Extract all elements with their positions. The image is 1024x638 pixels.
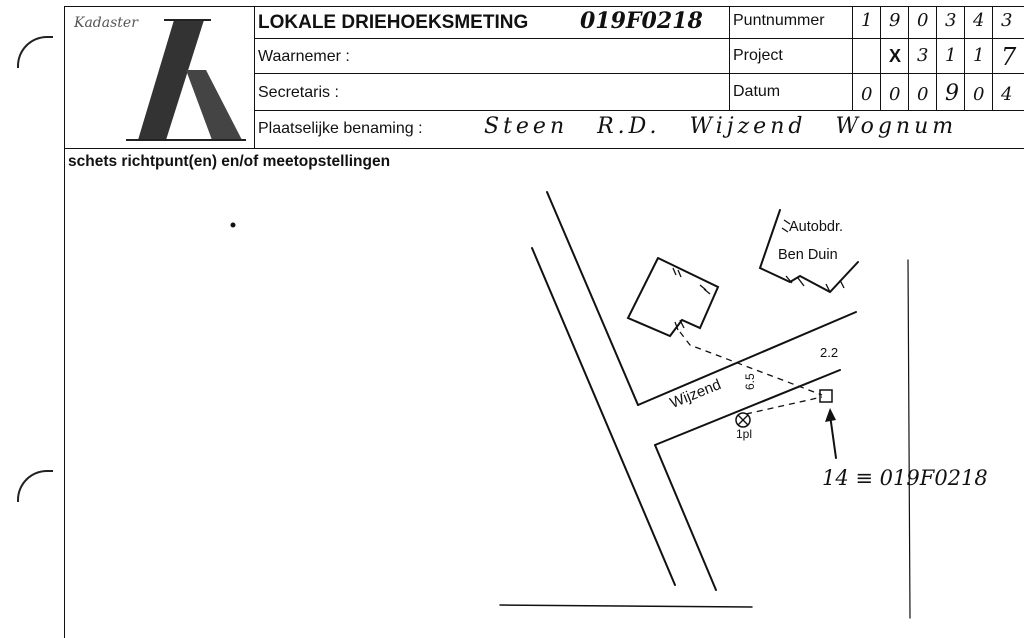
distance-label: 2.2 — [820, 345, 839, 360]
datum-digit: 0 — [861, 84, 873, 105]
target-point — [820, 390, 832, 402]
building-label: Ben Duin — [778, 247, 838, 263]
form-title: LOKALE DRIEHOEKSMETING — [258, 12, 529, 33]
benaming-label: Plaatselijke benaming : — [258, 120, 423, 137]
sheet-edge — [500, 605, 752, 607]
puntnummer-digit: 0 — [917, 10, 929, 31]
arrow-head — [825, 408, 836, 422]
project-label: Project — [733, 47, 783, 64]
puntnummer-digit: 1 — [861, 10, 873, 31]
point-identity-note: 14 ≡ 019F0218 — [822, 466, 988, 490]
road-edge — [655, 445, 716, 590]
secretaris-label: Secretaris : — [258, 84, 339, 101]
datum-digit: 0 — [889, 84, 901, 105]
project-digit: 3 — [917, 45, 929, 66]
station-label: 1pl — [736, 427, 753, 441]
sketch-section-label: schets richtpunt(en) en/of meetopstellingen — [68, 153, 391, 170]
building-outline — [628, 258, 718, 336]
datum-digit: 4 — [1001, 84, 1013, 105]
project-digit: X — [889, 46, 902, 66]
sheet-edge — [908, 260, 910, 618]
waarnemer-label: Waarnemer : — [258, 48, 350, 65]
datum-digit: 0 — [917, 84, 929, 105]
logo-text: Kadaster — [74, 15, 138, 31]
benaming-value: Steen R.D. Wijzend Wognum — [484, 114, 958, 139]
puntnummer-digit: 9 — [889, 10, 901, 31]
measurement-line — [746, 397, 822, 414]
arrow-shaft — [830, 415, 836, 458]
building-label: Autobdr. — [789, 219, 844, 235]
puntnummer-digit: 3 — [945, 10, 957, 31]
datum-label: Datum — [733, 83, 781, 100]
project-digit: 1 — [973, 45, 985, 66]
street-name-label: Wijzend — [667, 376, 724, 412]
title-code: 019F0218 — [580, 8, 703, 34]
puntnummer-label: Puntnummer — [733, 12, 825, 29]
distance-label: 6.5 — [743, 373, 757, 390]
road-edge — [532, 248, 675, 585]
datum-digit: 9 — [945, 81, 959, 106]
road-edge — [547, 192, 638, 405]
project-digit: 7 — [1001, 43, 1017, 71]
datum-digit: 0 — [973, 84, 985, 105]
project-digit: 1 — [945, 45, 957, 66]
puntnummer-digit: 3 — [1001, 10, 1013, 31]
ink-speck — [231, 223, 236, 228]
puntnummer-digit: 4 — [973, 10, 985, 31]
